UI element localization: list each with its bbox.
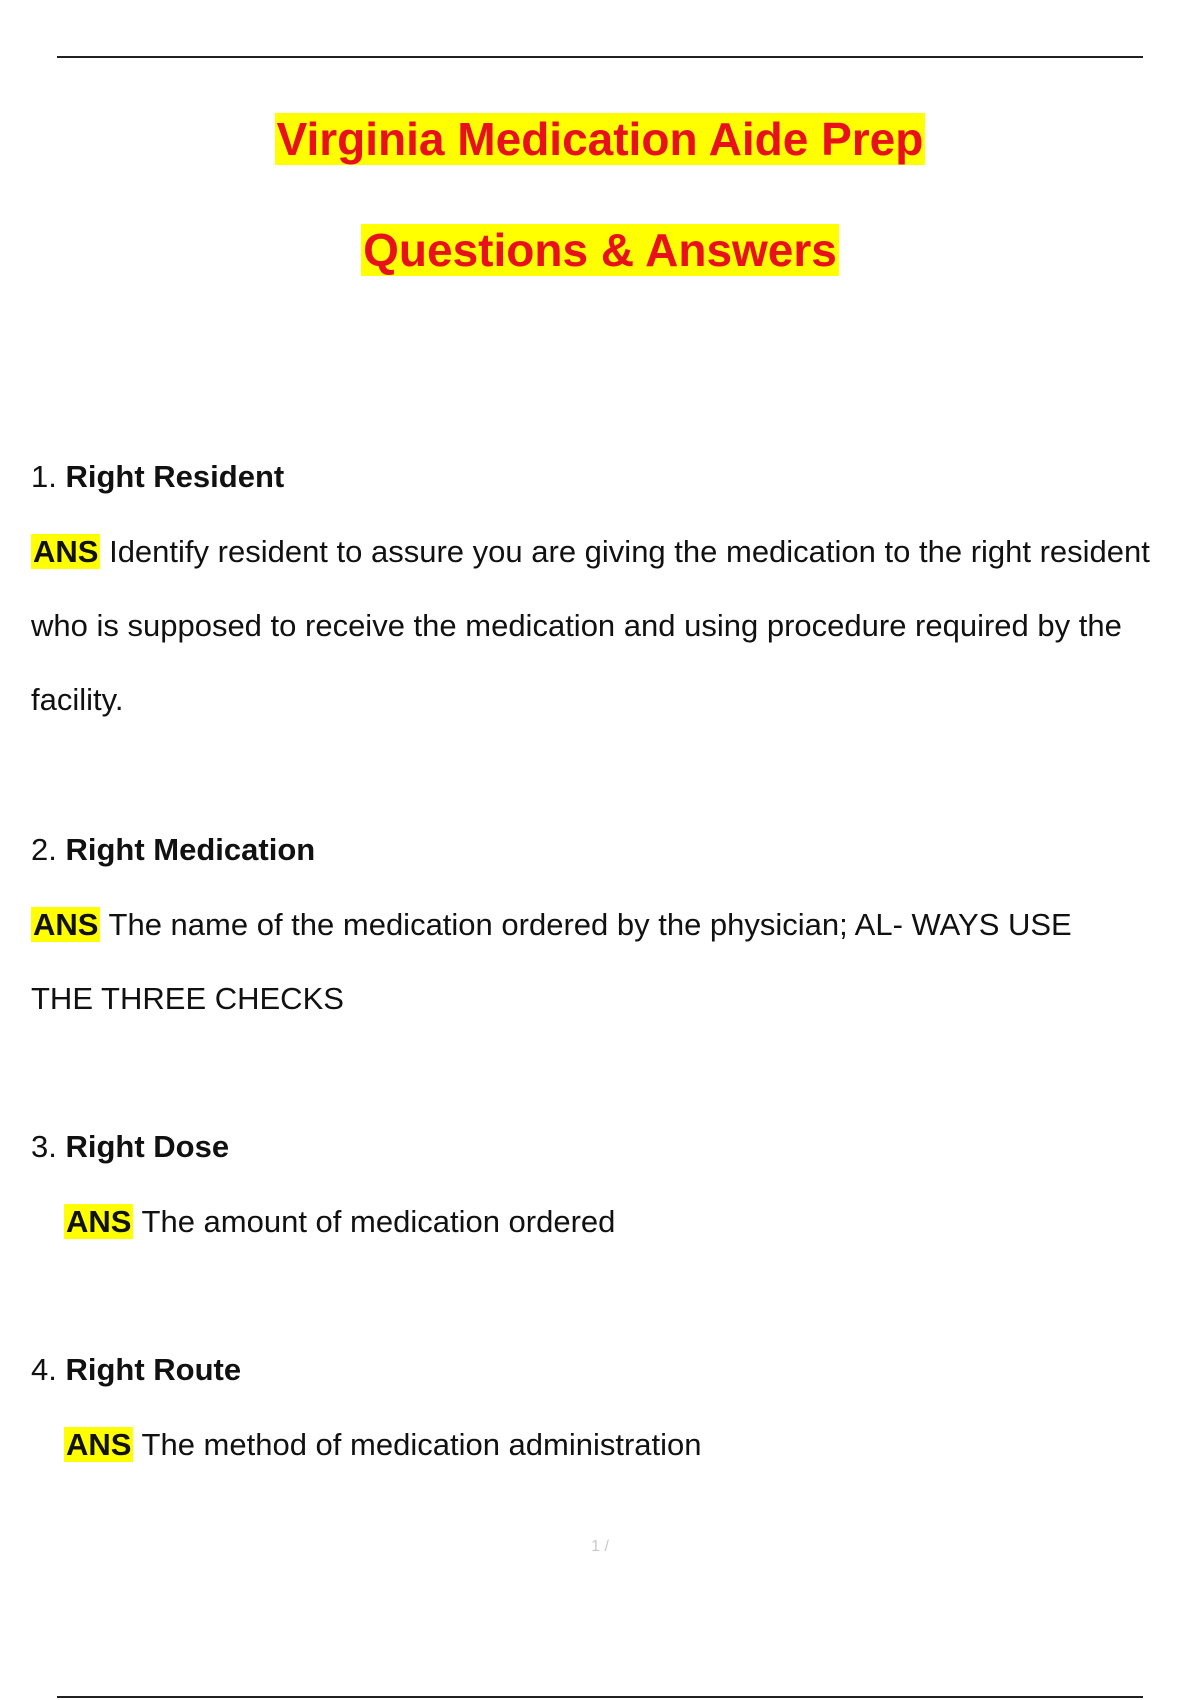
question-3-heading: [31, 1127, 229, 1167]
question-title: Right Dose: [65, 1129, 230, 1164]
question-2-answer: [31, 888, 1121, 1036]
question-1-answer: [31, 515, 1196, 737]
answer-text: Identify resident to assure you are giving the medication to the right resident who is supposed to receive the medication and using procedure required by the facility.: [31, 534, 1150, 717]
answer-tag: ANS: [33, 907, 99, 942]
question-number: 1.: [31, 459, 57, 494]
answer-tag: ANS: [66, 1204, 132, 1239]
document-subtitle: [0, 221, 1200, 279]
bottom-rule: [57, 1696, 1143, 1698]
document-title: [0, 110, 1200, 168]
question-3-answer: [64, 1185, 1164, 1259]
question-title: Right Medication: [65, 832, 316, 867]
question-title: Right Route: [65, 1352, 242, 1387]
title-line-1: Virginia Medication Aide Prep: [276, 113, 924, 165]
title-line-2: Questions & Answers: [363, 224, 837, 276]
answer-text: The amount of medication ordered: [141, 1204, 616, 1239]
question-number: 3.: [31, 1129, 57, 1164]
question-number: 4.: [31, 1352, 57, 1387]
question-title: Right Resident: [65, 459, 285, 494]
question-2-heading: [31, 830, 315, 870]
page-number: 1 /: [591, 1538, 609, 1555]
question-number: 2.: [31, 832, 57, 867]
question-1-heading: [31, 457, 284, 497]
question-4-answer: [64, 1408, 1164, 1482]
top-rule: [57, 56, 1143, 58]
answer-text: The name of the medication ordered by the physician; AL- WAYS USE THE THREE CHECKS: [31, 907, 1072, 1016]
question-4-heading: [31, 1350, 241, 1390]
answer-tag: ANS: [66, 1427, 132, 1462]
answer-tag: ANS: [33, 534, 99, 569]
answer-text: The method of medication administration: [141, 1427, 702, 1462]
